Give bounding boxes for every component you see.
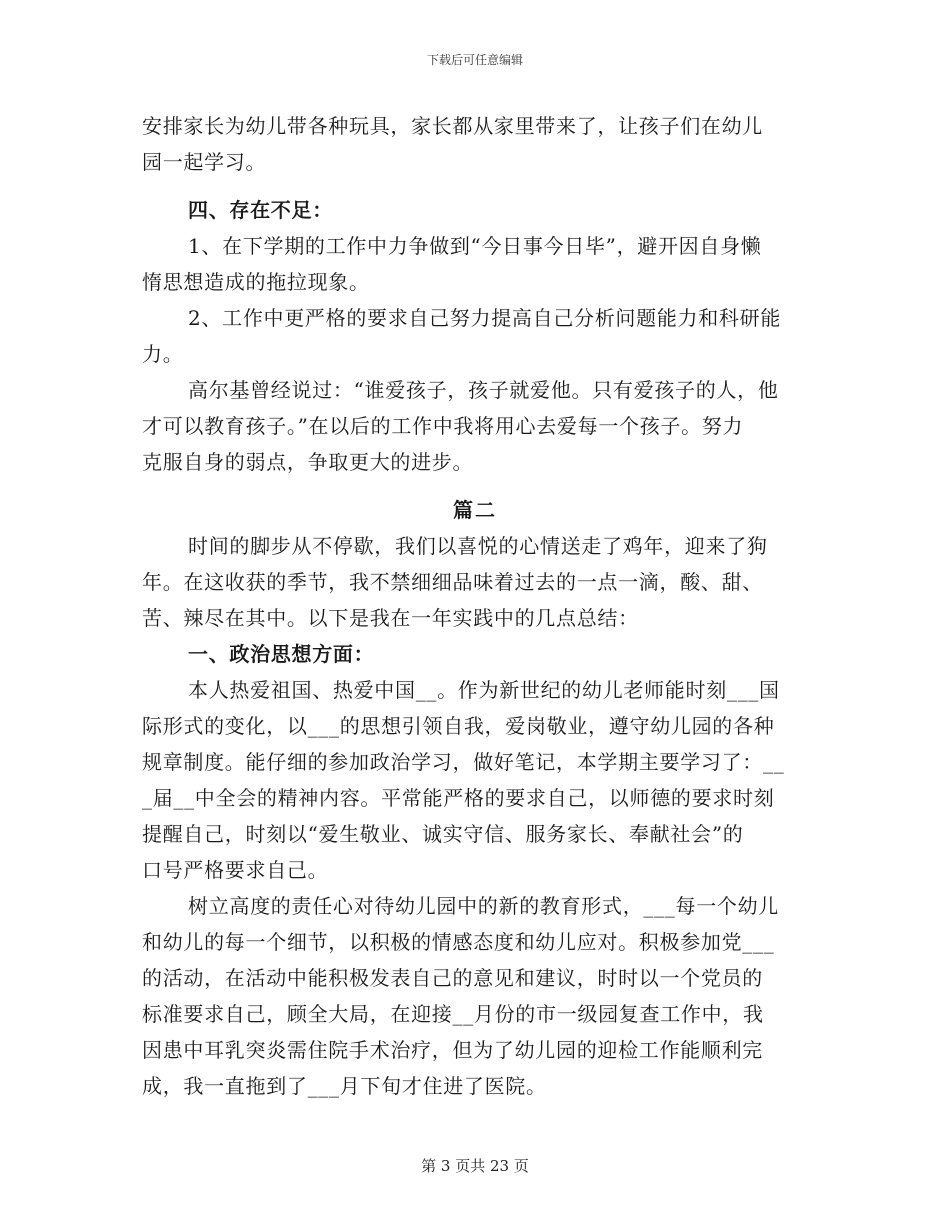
text-line: 才可以教育孩子。”在以后的工作中我将用心去爱每一个孩子。努力 bbox=[142, 414, 744, 438]
text-line: _届__中全会的精神内容。平常能严格的要求自己，以师德的要求时刻 bbox=[142, 786, 775, 810]
text-line: 标准要求自己，顾全大局，在迎接__月份的市一级园复查工作中，我 bbox=[142, 1002, 764, 1026]
text-line: 提醒自己，时刻以“爱生敬业、诚实守信、服务家长、奉献社会”的 bbox=[142, 822, 744, 846]
text-line: 年。在这收获的季节，我不禁细细品味着过去的一点一滴，酸、甜、 bbox=[142, 570, 763, 594]
text-line: 2、工作中更严格的要求自己努力提高自己分析问题能力和科研能 bbox=[188, 306, 782, 330]
text-line: 高尔基曾经说过：“谁爱孩子，孩子就爱他。只有爱孩子的人，他 bbox=[188, 378, 779, 402]
page-footer: 第 3 页共 23 页 bbox=[421, 1157, 529, 1175]
text-line: 苦、辣尽在其中。以下是我在一年实践中的几点总结： bbox=[142, 606, 639, 630]
section-title: 篇二 bbox=[453, 498, 497, 522]
text-line: 克服自身的弱点，争取更大的进步。 bbox=[142, 450, 474, 474]
section-heading: 一、政治思想方面： bbox=[188, 642, 375, 666]
section-heading: 四、存在不足： bbox=[188, 198, 333, 222]
text-line: 力。 bbox=[142, 342, 184, 366]
text-line: 际形式的变化，以___的思想引领自我，爱岗敬业，遵守幼儿园的各种 bbox=[142, 714, 775, 738]
text-line: 成，我一直拖到了___月下旬才住进了医院。 bbox=[142, 1074, 547, 1098]
text-line: 树立高度的责任心对待幼儿园中的新的教育形式，___每一个幼儿 bbox=[188, 894, 779, 918]
document-body bbox=[142, 108, 808, 1104]
text-line: 惰思想造成的拖拉现象。 bbox=[142, 270, 370, 294]
text-line: 时间的脚步从不停歇，我们以喜悦的心情送走了鸡年，迎来了狗 bbox=[188, 534, 768, 558]
text-line: 园一起学习。 bbox=[142, 150, 267, 174]
text-line: 的活动，在活动中能积极发表自己的意见和建议，时时以一个党员的 bbox=[142, 966, 763, 990]
page-header: 下载后可任意编辑 bbox=[426, 53, 523, 67]
spacer bbox=[142, 480, 808, 492]
text-line: 1、在下学期的工作中力争做到“今日事今日毕”，避开因自身懒 bbox=[188, 234, 762, 258]
text-line: 本人热爱祖国、热爱中国__。作为新世纪的幼儿老师能时刻___国 bbox=[188, 678, 780, 702]
spacer bbox=[142, 180, 808, 192]
text-line: 和幼儿的每一个细节，以积极的情感态度和幼儿应对。积极参加党___ bbox=[142, 930, 775, 954]
text-line: 口号严格要求自己。 bbox=[142, 858, 329, 882]
text-line: 规章制度。能仔细的参加政治学习，做好笔记，本学期主要学习了：__ bbox=[142, 750, 785, 774]
text-line: 安排家长为幼儿带各种玩具，家长都从家里带来了，让孩子们在幼儿 bbox=[142, 114, 763, 138]
text-line: 因患中耳乳突炎需住院手术治疗，但为了幼儿园的迎检工作能顺利完 bbox=[142, 1038, 763, 1062]
